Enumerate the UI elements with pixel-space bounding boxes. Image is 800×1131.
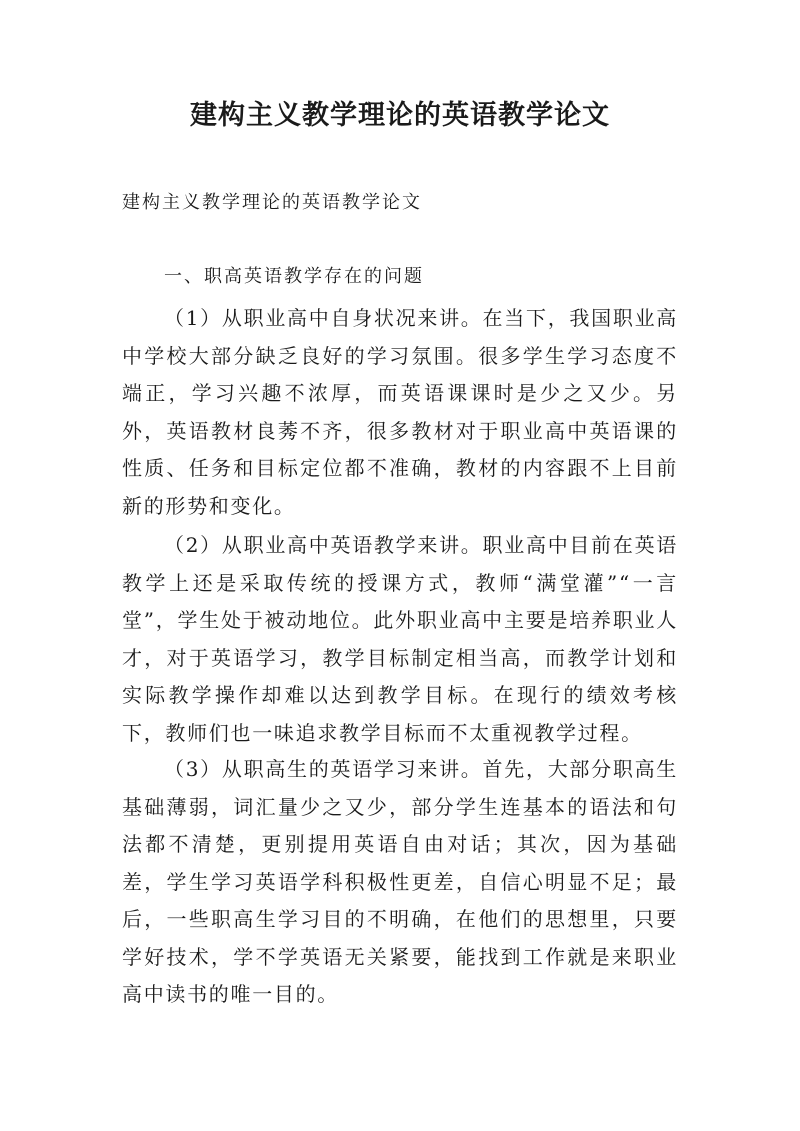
- paragraph: （2）从职业高中英语教学来讲。职业高中目前在英语教学上还是采取传统的授课方式，教师“满堂灌”“一言堂”，学生处于被动地位。此外职业高中主要是培养职业人才，对于英语学习，教学目标制定相当高，而教学计划和实际教学操作却难以达到教学目标。在现行的绩效考核下，教师们也一味追求教学目标而不太重视教学过程。: [122, 533, 678, 745]
- page-title: 建构主义教学理论的英语教学论文: [190, 100, 610, 131]
- section-heading: 一、职高英语教学存在的问题: [164, 266, 424, 287]
- paragraph: （1）从职业高中自身状况来讲。在当下，我国职业高中学校大部分缺乏良好的学习氛围。很多学生学习态度不端正，学习兴趣不浓厚，而英语课课时是少之又少。另外，英语教材良莠不齐，很多教材对于职业高中英语课的性质、任务和目标定位都不准确，教材的内容跟不上目前新的形势和变化。: [122, 306, 678, 518]
- document-subtitle: 建构主义教学理论的英语教学论文: [122, 192, 422, 213]
- paragraph: （3）从职高生的英语学习来讲。首先，大部分职高生基础薄弱，词汇量少之又少，部分学生连基本的语法和句法都不清楚，更别提用英语自由对话；其次，因为基础差，学生学习英语学科积极性更差，自信心明显不足；最后，一些职高生学习目的不明确，在他们的思想里，只要学好技术，学不学英语无关紧要，能找到工作就是来职业高中读书的唯一目的。: [122, 757, 678, 1006]
